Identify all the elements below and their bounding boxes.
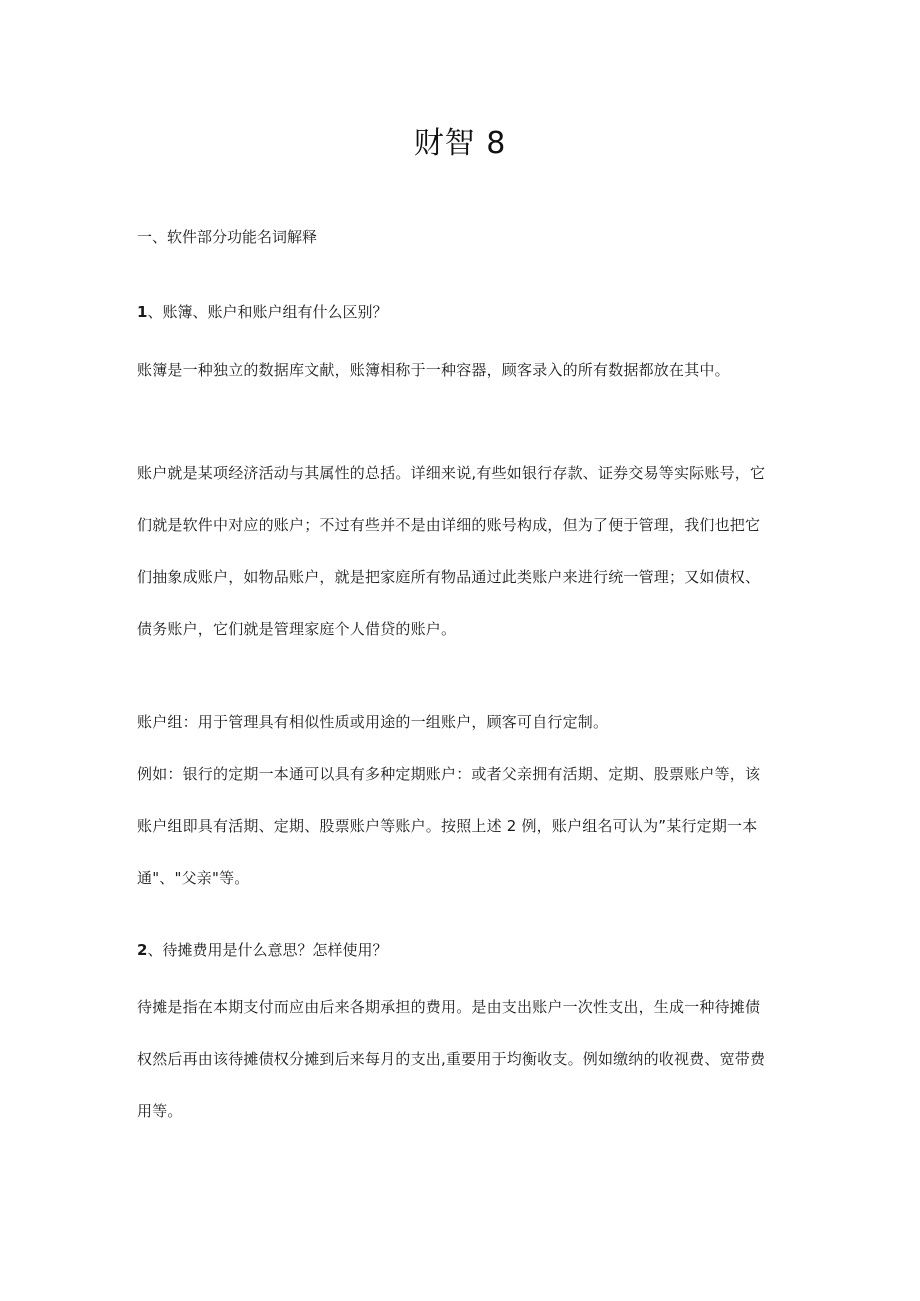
paragraph-line: 账户组即具有活期、定期、股票账户等账户。按照上述 2 例，账户组名可认为”某行定期一本 xyxy=(137,817,758,835)
paragraph-line: 待摊是指在本期支付而应由后来各期承担的费用。是由支出账户一次性支出，生成一种待摊债 xyxy=(137,998,761,1016)
paragraph-line: 例如：银行的定期一本通可以具有多种定期账户：或者父亲拥有活期、定期、股票账户等，该 xyxy=(137,765,761,783)
paragraph-line: 账户就是某项经济活动与其属性的总括。详细来说,有些如银行存款、证券交易等实际账号，它 xyxy=(137,464,766,482)
paragraph-line: 用等。 xyxy=(137,1102,183,1120)
question-1 xyxy=(137,301,387,322)
paragraph-line: 债务账户，它们就是管理家庭个人借贷的账户。 xyxy=(137,620,457,638)
paragraph-account xyxy=(137,447,787,655)
question-1-text: 、账簿、账户和账户组有什么区别？ xyxy=(147,303,388,321)
paragraph-ledger xyxy=(137,344,787,396)
paragraph-account-group xyxy=(137,696,787,904)
paragraph-line: 账簿是一种独立的数据库文献，账簿相称于一种容器，顾客录入的所有数据都放在其中。 xyxy=(137,361,730,379)
paragraph-line: 账户组：用于管理具有相似性质或用途的一组账户，顾客可自行定制。 xyxy=(137,713,609,731)
question-2-text: 、待摊费用是什么意思？怎样使用？ xyxy=(147,941,388,959)
paragraph-line: 权然后再由该待摊债权分摊到后来每月的支出,重要用于均衡收支。例如缴纳的收视费、宽带费 xyxy=(137,1050,766,1068)
paragraph-line: 们抽象成账户，如物品账户，就是把家庭所有物品通过此类账户来进行统一管理；又如债权、 xyxy=(137,568,761,586)
paragraph-prepaid xyxy=(137,981,787,1137)
question-1-number: 1 xyxy=(137,303,148,321)
question-2-number: 2 xyxy=(137,941,148,959)
section-heading: 一、软件部分功能名词解释 xyxy=(137,228,318,246)
paragraph-line: 通"、"父亲"等。 xyxy=(137,869,250,887)
question-2 xyxy=(137,939,387,960)
paragraph-line: 们就是软件中对应的账户；不过有些并不是由详细的账号构成，但为了便于管理，我们也把它 xyxy=(137,516,761,534)
page-title: 财智 8 xyxy=(413,126,507,161)
